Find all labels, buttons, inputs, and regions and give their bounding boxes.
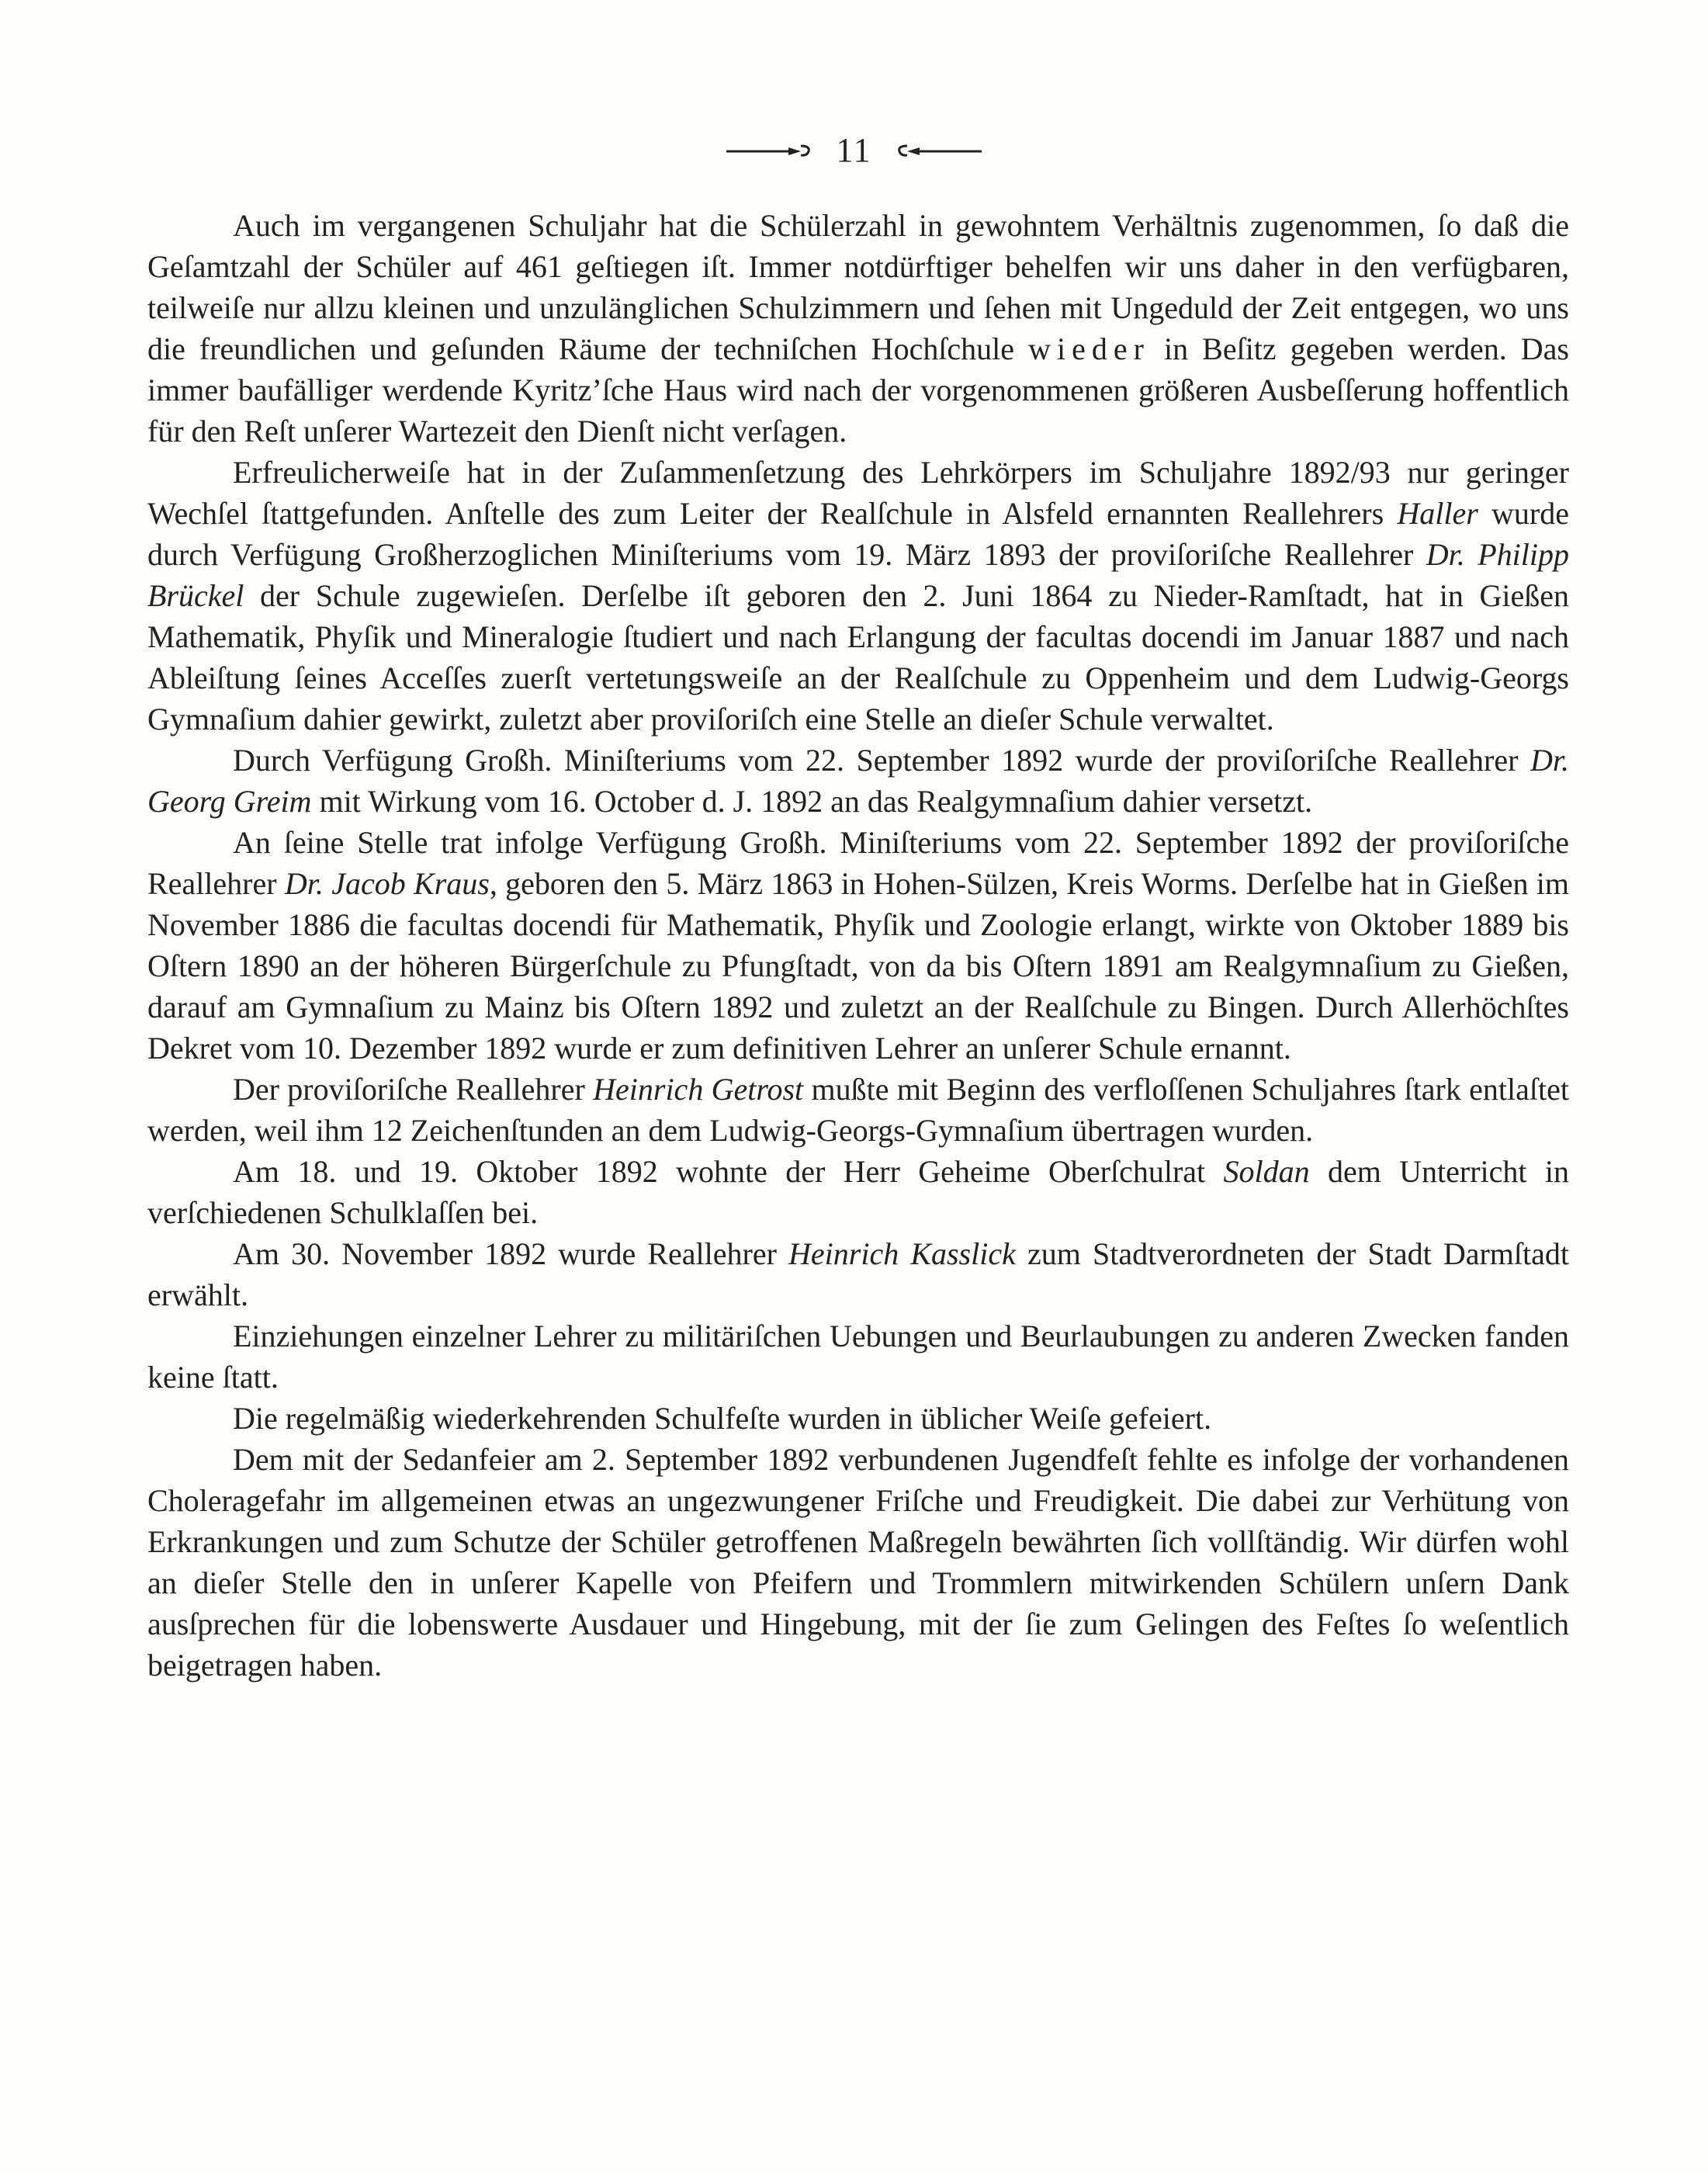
- person-name: Dr. Jacob Kraus: [284, 866, 490, 901]
- paragraph: [147, 452, 1569, 740]
- left-ornament-icon: [726, 143, 812, 158]
- paragraph: [147, 740, 1569, 822]
- person-name: Heinrich Kasslick: [788, 1236, 1016, 1271]
- page-header: [0, 124, 1708, 174]
- right-ornament-icon: [896, 143, 982, 158]
- text-run: , geboren den 5. März 1863 in Hohen-Sülzen, Kreis Worms. Derſelbe hat in Gießen im November 1886 die facultas docendi für Mathematik, Phyſik und Zoologie erlangt, wirkte von Oktober 1889 bis Oſtern 1890 an der höheren Bürgerſchule zu Pfungſtadt, von da bis Oſtern 1891 am Realgymnaſium zu Gießen, darauf am Gymnaſium zu Mainz bis Oſtern 1892 und zuletzt an der Realſchule zu Bingen. Durch Allerhöchſtes Dekret vom 10. Dezember 1892 wurde er zum definitiven Lehrer an unſerer Schule ernannt.: [147, 866, 1570, 1066]
- text-run: der Schule zugewieſen. Derſelbe iſt geboren den 2. Juni 1864 zu Nieder-Ramſtadt, hat in Gießen Mathematik, Phyſik und Mineralogie ſtudiert und nach Erlangung der facultas docendi im Januar 1887 und nach Ableiſtung ſeines Acceſſes zuerſt vertetungsweiſe an der Realſchule zu Oppenheim und dem Ludwig-Georgs Gymnaſium dahier gewirkt, zuletzt aber proviſoriſch eine Stelle an dieſer Schule verwaltet.: [147, 578, 1569, 736]
- paragraph: [147, 1069, 1569, 1151]
- paragraph: [147, 205, 1569, 452]
- text-run: Auch im vergangenen Schuljahr hat die Schülerzahl in gewohntem Verhältnis zugenommen, ſo daß die Geſamtzahl der Schüler auf 461 geſtiegen iſt. Immer notdürftiger behelfen wir uns daher in den verfügbaren, teilweiſe nur allzu kleinen und unzulänglichen Schulzimmern und ſehen mit Ungeduld der Zeit entgegen, wo uns die freundlichen und geſunden Räume der techniſchen Hochſchule: [147, 208, 1569, 366]
- text-run: mit Wirkung vom 16. October d. J. 1892 an das Realgymnaſium dahier versetzt.: [311, 784, 1313, 819]
- text-run: An ſeine Stelle trat infolge Verfügung Großh. Miniſteriums vom 22. September 1892 der proviſoriſche Reallehrer: [147, 825, 1569, 901]
- text-run: Erfreulicherweiſe hat in der Zuſammenſetzung des Lehrkörpers im Schuljahre 1892/93 nur geringer Wechſel ſtattgefunden. Anſtelle des zum Leiter der Realſchule in Alsfeld ernannten Reallehrers: [147, 455, 1569, 531]
- text-run: Einziehungen einzelner Lehrer zu militäriſchen Uebungen und Beurlaubungen zu anderen Zwecken fanden keine ſtatt.: [147, 1319, 1569, 1395]
- paragraph: [147, 1398, 1569, 1439]
- text-run: Am 18. und 19. Oktober 1892 wohnte der Herr Geheime Oberſchulrat: [233, 1154, 1224, 1189]
- page-number: 11: [836, 130, 872, 169]
- text-run: in Beſitz gegeben werden. Das immer baufälliger werdende Kyritz’ſche Haus wird nach der vorgenommenen größeren Ausbeſſerung hoffentlich für den Reſt unſerer Wartezeit den Dienſt nicht verſagen.: [147, 331, 1569, 449]
- text-run: zum Stadtverordneten der Stadt Darmſtadt erwählt.: [147, 1236, 1570, 1312]
- person-name: Dr. Philipp Brückel: [147, 537, 1569, 613]
- body-text: [147, 205, 1569, 1686]
- person-name: Dr. Georg Greim: [147, 743, 1569, 819]
- paragraph: [147, 1151, 1569, 1233]
- spaced-text: wieder: [1028, 331, 1150, 366]
- paragraph: [147, 1439, 1569, 1686]
- text-run: Am 30. November 1892 wurde Reallehrer: [233, 1236, 789, 1271]
- text-run: mußte mit Beginn des verfloſſenen Schuljahres ſtark entlaſtet werden, weil ihm 12 Zeichenſtunden an dem Ludwig-Georgs-Gymnaſium übertragen wurden.: [147, 1072, 1570, 1148]
- paragraph: [147, 1233, 1569, 1315]
- person-name: Heinrich Getrost: [593, 1072, 804, 1107]
- person-name: Haller: [1397, 496, 1478, 531]
- text-run: wurde durch Verfügung Großherzoglichen Miniſteriums vom 19. März 1893 der proviſoriſche Reallehrer: [147, 496, 1570, 572]
- text-run: dem Unterricht in verſchiedenen Schulklaſſen bei.: [147, 1154, 1569, 1230]
- text-run: Die regelmäßig wiederkehrenden Schulfeſte wurden in üblicher Weiſe gefeiert.: [233, 1401, 1212, 1436]
- text-run: Durch Verfügung Großh. Miniſteriums vom 22. September 1892 wurde der proviſoriſche Reallehrer: [233, 743, 1530, 778]
- person-name: Soldan: [1223, 1154, 1310, 1189]
- paragraph: [147, 822, 1569, 1069]
- text-run: Der proviſoriſche Reallehrer: [233, 1072, 594, 1107]
- paragraph: [147, 1315, 1569, 1398]
- text-run: Dem mit der Sedanfeier am 2. September 1892 verbundenen Jugendfeſt fehlte es infolge der vorhandenen Choleragefahr im allgemeinen etwas an ungezwungener Friſche und Freudigkeit. Die dabei zur Verhütung von Erkrankungen und zum Schutze der Schüler getroffenen Maßregeln bewährten ſich vollſtändig. Wir dürfen wohl an dieſer Stelle den in unſerer Kapelle von Pfeifern und Trommlern mitwirkenden Schülern unſern Dank ausſprechen für die lobenswerte Ausdauer und Hingebung, mit der ſie zum Gelingen des Feſtes ſo weſentlich beigetragen haben.: [147, 1442, 1569, 1683]
